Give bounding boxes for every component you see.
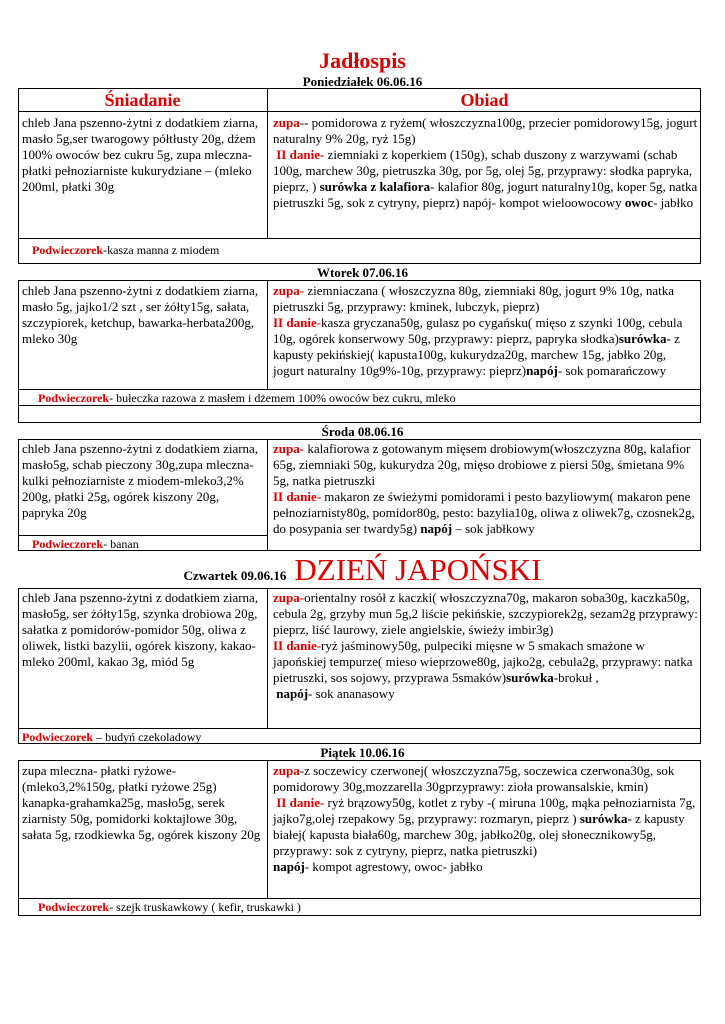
monday-breakfast: chleb Jana pszenno-żytni z dodatkiem ziarna, masło 5g,ser twarogowy półtłusty 20g, dżem 100% owoców bez cukru 5g, zupa mleczna- płatki pełnoziarniste kukurydziane – (mleko 200ml, płatki 30g: [22, 115, 259, 194]
tuesday-lunch: zupa- ziemniaczana ( włoszczyzna 80g, ziemniaki 80g, jogurt 9% 10g, natka pietruszki 5g, przyprawy: kminek, lubczyk, pieprz) II danie-kasza gryczana50g, gulasz po cygańsku( mięso z szynki 100g, cebula 10g, ogórek konserwowy 50g, przyprawy: pieprz, papryka słodka)surówka- z kapusty pekińskiej( kapusta100g, kukurydza20g, marchew 15g, jabłko 20g, jogurt naturalny 10g9%-10g, przyprawy: pieprz)napój- sok pomarańczowy: [273, 283, 683, 378]
wednesday-breakfast: chleb Jana pszenno-żytni z dodatkiem ziarna, masło5g, schab pieczony 30g,zupa mleczna- kulki pełnoziarniste z miodem-mleko3,2% 200g, płatki 25g, ogórek kiszony 20g, papryka 20g: [22, 441, 259, 520]
tuesday-snack: Podwieczorek- bułeczka razowa z masłem i dżemem 100% owoców bez cukru, mleko: [38, 391, 456, 405]
theme-title: DZIEŃ JAPOŃSKI: [294, 552, 542, 587]
page-title: Jadłospis: [319, 48, 406, 73]
day-title-thursday-row: [0, 552, 725, 588]
day-title-friday: Piątek 10.06.16: [320, 745, 405, 760]
day-title-wednesday: Środa 08.06.16: [321, 424, 404, 439]
friday-breakfast: zupa mleczna- płatki ryżowe-(mleko3,2%150g, płatki ryżowe 25g) kanapka-grahamka25g, masło5g, serek ziarnisty 50g, pomidorki koktajlowe 30g, sałata 5g, rzodkiewka 5g, ogórek kiszony 20g: [22, 763, 261, 842]
day-title-tuesday: Wtorek 07.06.16: [316, 265, 409, 280]
monday-lunch: zupa-- pomidorowa z ryżem( włoszczyzna100g, przecier pomidorowy15g, jogurt naturalny 9% 20g, ryż 15g) II danie- ziemniaki z koperkiem (150g), schab duszony z warzywami (schab 100g, marchew 30g, pietruszka 30g, por 5g, olej 5g, przyprawy: słodka papryka, pieprz, ) surówka z kalafiora- kalafior 80g, jogurt naturalny10g, koper 5g, natka pietruszki 5g, sok z cytryny, pieprz) napój- kompot wieloowocowy owoc- jabłko: [273, 115, 698, 210]
wednesday-lunch: zupa- kalafiorowa z gotowanym mięsem drobiowym(włoszczyzna 80g, kalafior 65g, ziemniaki 50g, kukurydza 20g, mięso drobiowe z piersi 50g, śmietana 9% 5g, natka pietruszki II danie- makaron ze świeżymi pomidorami i pesto bazyliowym( makaron pene pełnoziarnisty80g, pomidor80g, pesto: bazylia10g, oliwa z oliwek7g, czosnek2g, do posypania ser twardy5g) napój – sok jabłkowy: [273, 441, 695, 536]
friday-lunch: zupa-z soczewicy czerwonej( włoszczyzna75g, soczewica czerwona30g, sok pomidorowy 30g,mozzarella 30gprzyprawy: zioła prowansalskie, kmin) II danie- ryż brązowy50g, kotlet z ryby -( miruna 100g, mąka pełnoziarnista 7g, jajko7g,olej rzepakowy 5g, przyprawy: rozmaryn, pieprz ) surówka- z kapusty białej( kapusta biała60g, marchew 30g, jabłko20g, olej słonecznikowy5g, przyprawy: sok z cytryny, pieprz, natka pietruszki) napój- kompot agrestowy, owoc- jabłko: [273, 763, 696, 874]
thursday-lunch: zupa-orientalny rosół z kaczki( włoszczyzna70g, makaron soba30g, kaczka50g, cebula 2g, grzyby mun 5g,2 liście pekińskie, szczypiorek2g, sezam2g przyprawy: pieprz, liść laurowy, ziele angielskie, świeży imbir3g) II danie-ryż jaśminowy50g, pulpeciki mięsne w 5 smakach smażone w japońskiej tempurze( mieso wieprzowe80g, jajko2g, cebula2g, przyprawy: natka pietruszki, sos sojowy, przyprawa 5smaków)surówka-brokuł , napój- sok ananasowy: [273, 590, 698, 701]
thursday-snack: Podwieczorek – budyń czekoladowy: [22, 730, 202, 744]
day-title-monday: Poniedziałek 06.06.16: [302, 74, 423, 89]
tuesday-breakfast: chleb Jana pszenno-żytni z dodatkiem ziarna, masło 5g, jajko1/2 szt , ser żółty15g, sałata, szczypiorek, ketchup, bawarka-herbata200g, mleko 30g: [22, 283, 259, 346]
thursday-breakfast: chleb Jana pszenno-żytni z dodatkiem ziarna, masło5g, ser żółty15g, szynka drobiowa 20g, sałatka z pomidorów-pomidor 50g, oliwa z oliwek, listki bazylii, ogórek kiszony, kakao-mleko 200ml, kakao 3g, miód 5g: [22, 590, 259, 669]
monday-snack: Podwieczorek-kasza manna z miodem: [32, 243, 220, 257]
day-title-thursday: Czwartek 09.06.16: [183, 568, 287, 583]
friday-snack: Podwieczorek- szejk truskawkowy ( kefir, truskawki ): [38, 900, 301, 914]
header-lunch: Obiad: [460, 90, 509, 110]
header-breakfast: Śniadanie: [104, 90, 181, 110]
wednesday-snack: Podwieczorek- banan: [32, 537, 139, 551]
